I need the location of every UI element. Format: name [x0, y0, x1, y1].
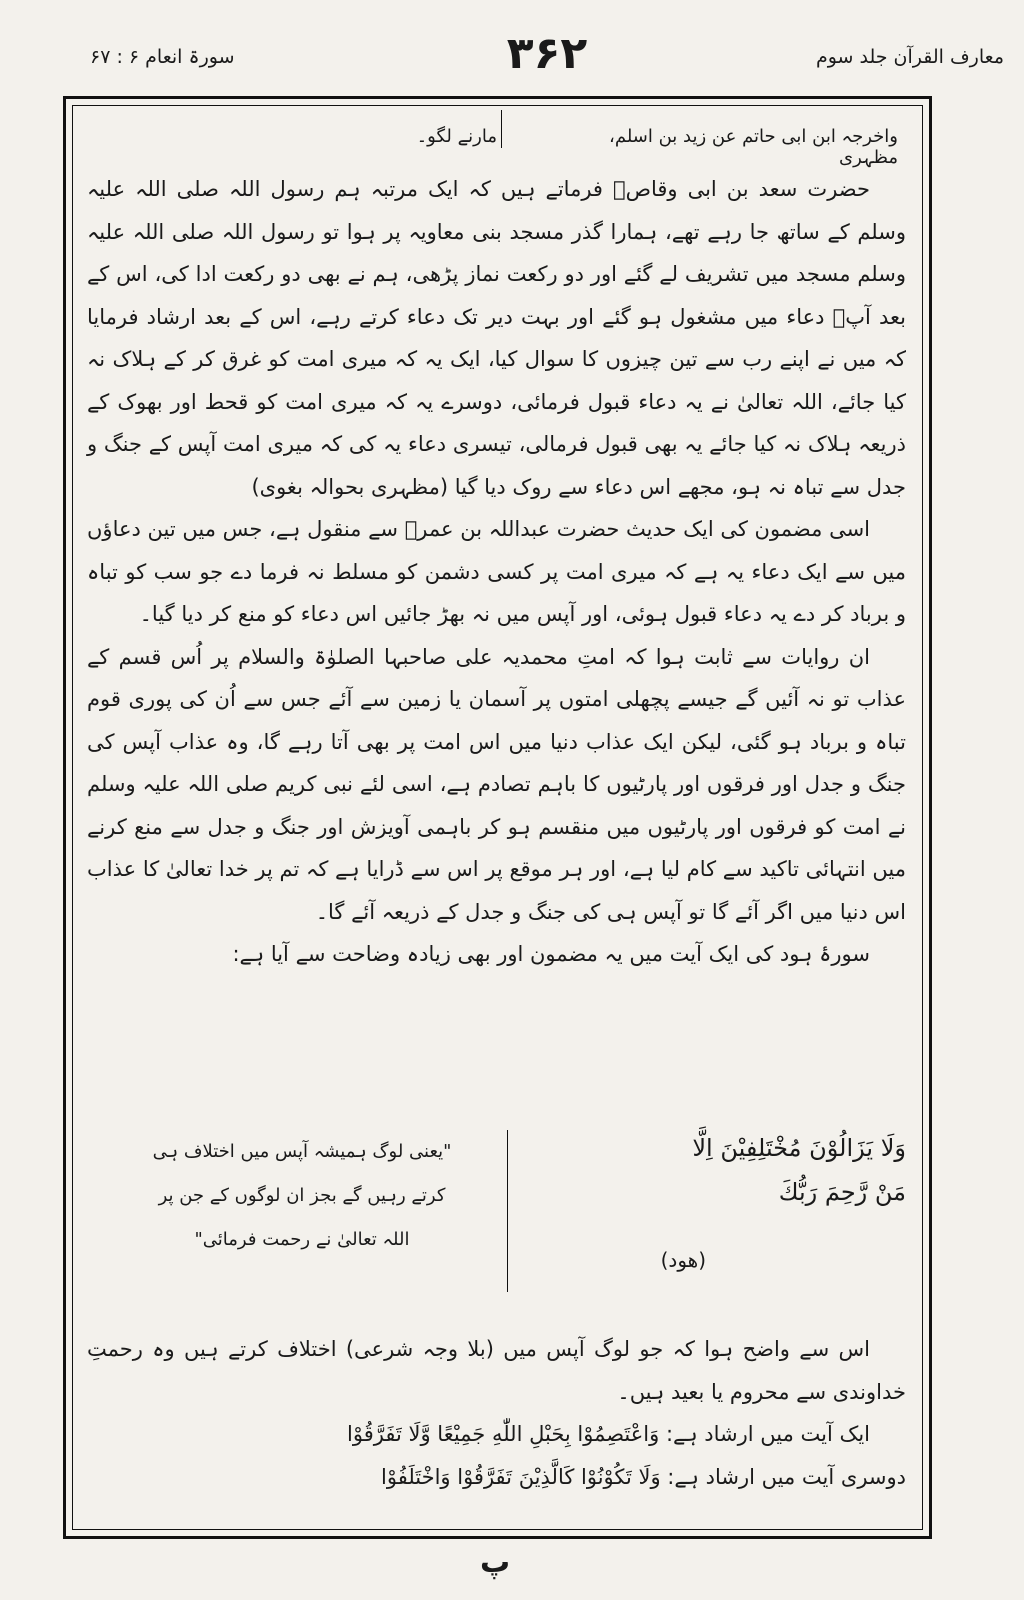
surah-reference: سورۃ انعام ۶ : ۶۷	[90, 46, 235, 68]
verse-translation-line-1: "یعنی لوگ ہمیشہ آپس میں اختلاف ہی	[152, 1141, 452, 1162]
verse-reference: (ھود)	[660, 1248, 706, 1272]
verse-arabic-line-1: وَلَا يَزَالُوْنَ مُخْتَلِفِيْنَ اِلَّا	[692, 1134, 906, 1162]
top-note-citation: واخرجہ ابن ابی حاتم عن زید بن اسلم، مظہری	[609, 126, 898, 168]
verse-translation	[117, 1130, 487, 1262]
page-number: ۳۶۲	[506, 28, 588, 79]
verse-arabic-line-2: مَنْ رَّحِمَ رَبُّكَ	[778, 1178, 906, 1206]
verse-block	[87, 1116, 906, 1306]
verse-translation-line-3: اللہ تعالیٰ نے رحمت فرمائی"	[194, 1229, 410, 1250]
top-note-ending: مارنے لگو۔	[416, 126, 497, 147]
closing-text	[87, 1328, 906, 1498]
paragraph-ayah-2: دوسری آیت میں ارشاد ہے: وَلَا تَكُوْنُوْا كَالَّذِيْنَ تَفَرَّقُوْا وَاخْتَلَفُوْا	[381, 1464, 906, 1489]
page-header	[90, 28, 1004, 88]
top-note-divider	[501, 110, 502, 148]
main-text	[87, 168, 906, 976]
book-title: معارف القرآن جلد سوم	[815, 46, 1004, 68]
paragraph-conclusion: ان روایات سے ثابت ہوا کہ امتِ محمدیہ علی صاحبہا الصلوٰۃ والسلام پر اُس قسم کے عذاب تو نہ آئیں گے جیسے پچھلی امتوں پر آسمان یا زمین سے آئے جس سے اُن کی پوری قوم تباہ و برباد ہو گئی، لیکن ایک عذاب دنیا میں اس امت پر بھی آتا رہے گا، وہ عذاب آپس کی جنگ و جدل اور فرقوں اور پارٹیوں کا باہم تصادم ہے، اسی لئے نبی کریم صلی اللہ علیہ وسلم نے امت کو فرقوں اور پارٹیوں میں منقسم ہو کر باہمی آویزش اور جنگ و جدل سے منع کرنے میں انتہائی تاکید سے کام لیا ہے، اور ہر موقع پر اس سے ڈرایا ہے کہ تم پر خدا تعالیٰ کا عذاب اس دنیا میں اگر آئے گا تو آپس ہی کی جنگ و جدل کے ذریعہ آئے گا۔	[87, 644, 906, 924]
verse-divider	[507, 1130, 508, 1292]
paragraph-hadith-abdullah: اسی مضمون کی ایک حدیث حضرت عبداللہ بن عمرؓ سے منقول ہے، جس میں تین دعاؤں میں سے ایک دعاء یہ ہے کہ میری امت پر کسی دشمن کو مسلط نہ فرما دے جو سب کو تباہ و برباد کر دے یہ دعاء قبول ہوئی، اور آپس میں نہ بھڑ جائیں اس دعاء کو منع کر دیا گیا۔	[87, 517, 906, 626]
paragraph-ayah-1: ایک آیت میں ارشاد ہے: وَاعْتَصِمُوْا بِحَبْلِ اللّٰهِ جَمِيْعًا وَّلَا تَفَرَّقُوْا	[347, 1422, 870, 1446]
paragraph-rahmat: اس سے واضح ہوا کہ جو لوگ آپس میں (بلا وجہ شرعی) اختلاف کرتے ہیں وہ رحمتِ خداوندی سے محروم یا بعید ہیں۔	[87, 1337, 906, 1404]
inner-frame	[72, 105, 923, 1530]
top-note	[73, 106, 922, 168]
page-frame	[63, 96, 932, 1539]
verse-translation-line-2: کرتے رہیں گے بجز ان لوگوں کے جن پر	[158, 1185, 446, 1206]
paragraph-surah-hud-intro: سورۂ ہود کی ایک آیت میں یہ مضمون اور بھی زیادہ وضاحت سے آیا ہے:	[232, 942, 870, 966]
verse-arabic	[506, 1126, 906, 1214]
paragraph-hadith-saad: حضرت سعد بن ابی وقاصؓ فرماتے ہیں کہ ایک مرتبہ ہم رسول اللہ صلی اللہ علیہ وسلم کے ساتھ جا رہے تھے، ہمارا گذر مسجد بنی معاویہ پر ہوا تو رسول اللہ صلی اللہ علیہ وسلم مسجد میں تشریف لے گئے اور دو رکعت نماز پڑھی، ہم نے بھی دو رکعت ادا کی، اس کے بعد آپؐ دعاء میں مشغول ہو گئے اور بہت دیر تک دعاء کرتے رہے، اس کے بعد ارشاد فرمایا کہ میں نے اپنے رب سے تین چیزوں کا سوال کیا، ایک یہ کہ میری امت کو غرق کر کے ہلاک نہ کیا جائے، اللہ تعالیٰ نے یہ دعاء قبول فرمائی، دوسرے یہ کہ میری امت کو قحط اور بھوک کے ذریعہ ہلاک نہ کیا جائے یہ بھی قبول فرمالی، تیسری دعاء یہ کی کہ میری امت آپس کے جنگ و جدل سے تباہ نہ ہو، مجھے اس دعاء سے روک دیا گیا (مظہری بحوالہ بغوی)	[87, 177, 906, 499]
footer-mark: پ	[480, 1545, 511, 1580]
